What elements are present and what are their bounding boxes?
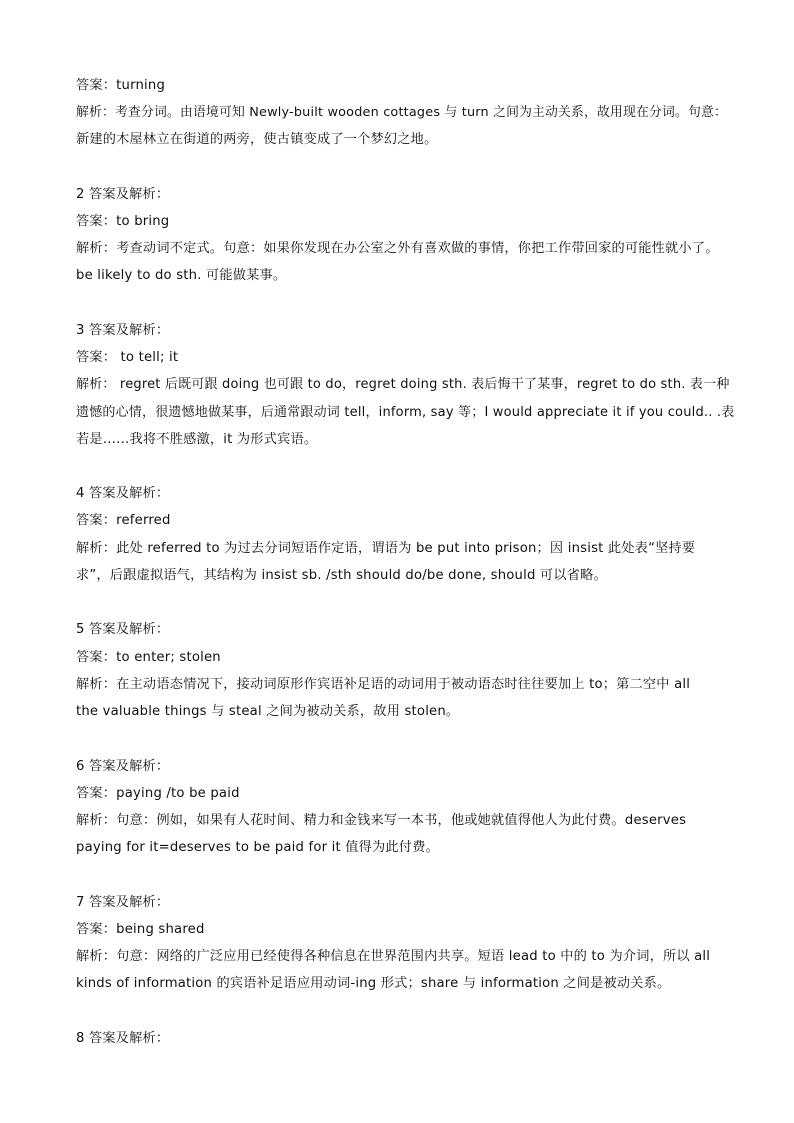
explanation-3-line-3: 若是……我将不胜感激，it 为形式宾语。 [76,432,318,447]
heading-3: 3 答案及解析： [76,323,170,338]
explanation-7-line-1: 解析：句意：网络的广泛应用已经使得各种信息在世界范围内共享。短语 lead to 中的 to 为介词，所以 all [76,949,711,964]
explanation-4-line-1: 解析：此处 referred to 为过去分词短语作定语，谓语为 be put into prison；因 insist 此处表“坚持要 [76,541,696,556]
heading-6: 6 答案及解析： [76,759,170,774]
answer-2-text: 答案：to bring [76,214,170,229]
explanation-6-line-1: 解析：句意：例如，如果有人花时间、精力和金钱来写一本书，他或她就值得他人为此付费。deserves [76,813,687,828]
answer-7-text: 答案：being shared [76,922,205,937]
explanation-6-line-2: paying for it=deserves to be paid for it 值得为此付费。 [76,840,439,855]
explanation-7-line-2: kinds of information 的宾语补足语应用动词-ing 形式；share 与 information 之间是被动关系。 [76,976,671,991]
answer-3-text: 答案： to tell; it [76,350,179,365]
answer-6-text: 答案：paying /to be paid [76,786,240,801]
explanation-1-line-2: 新建的木屋林立在街道的两旁，使古镇变成了一个梦幻之地。 [76,132,438,147]
explanation-1-line-1: 解析：考查分词。由语境可知 Newly-built wooden cottages 与 turn 之间为主动关系，故用现在分词。句意： [76,105,728,120]
heading-7: 7 答案及解析： [76,895,170,910]
heading-2: 2 答案及解析： [76,187,170,202]
explanation-3-line-1: 解析： regret 后既可跟 doing 也可跟 to do，regret doing sth. 表后悔干了某事，regret to do sth. 表一种 [76,377,730,392]
explanation-5-line-1: 解析：在主动语态情况下，接动词原形作宾语补足语的动词用于被动语态时往往要加上 to；第二空中 all [76,677,691,692]
explanation-3-line-2: 遗憾的心情，很遗憾地做某事，后通常跟动词 tell，inform, say 等；I would appreciate it if you could.. .表 [76,405,735,420]
explanation-2-line-2: be likely to do sth. 可能做某事。 [76,268,287,283]
explanation-2-line-1: 解析：考查动词不定式。句意：如果你发现在办公室之外有喜欢做的事情，你把工作带回家的可能性就小了。 [76,241,719,256]
answer-1-text: 答案：turning [76,78,166,93]
explanation-4-line-2: 求”，后跟虚拟语气，其结构为 insist sb. /sth should do/be done, should 可以省略。 [76,568,607,583]
heading-5: 5 答案及解析： [76,622,170,637]
explanation-5-line-2: the valuable things 与 steal 之间为被动关系，故用 stolen。 [76,704,460,719]
answer-4-text: 答案：referred [76,513,171,528]
heading-8: 8 答案及解析： [76,1031,170,1046]
answer-5-text: 答案：to enter; stolen [76,650,221,665]
heading-4: 4 答案及解析： [76,486,170,501]
